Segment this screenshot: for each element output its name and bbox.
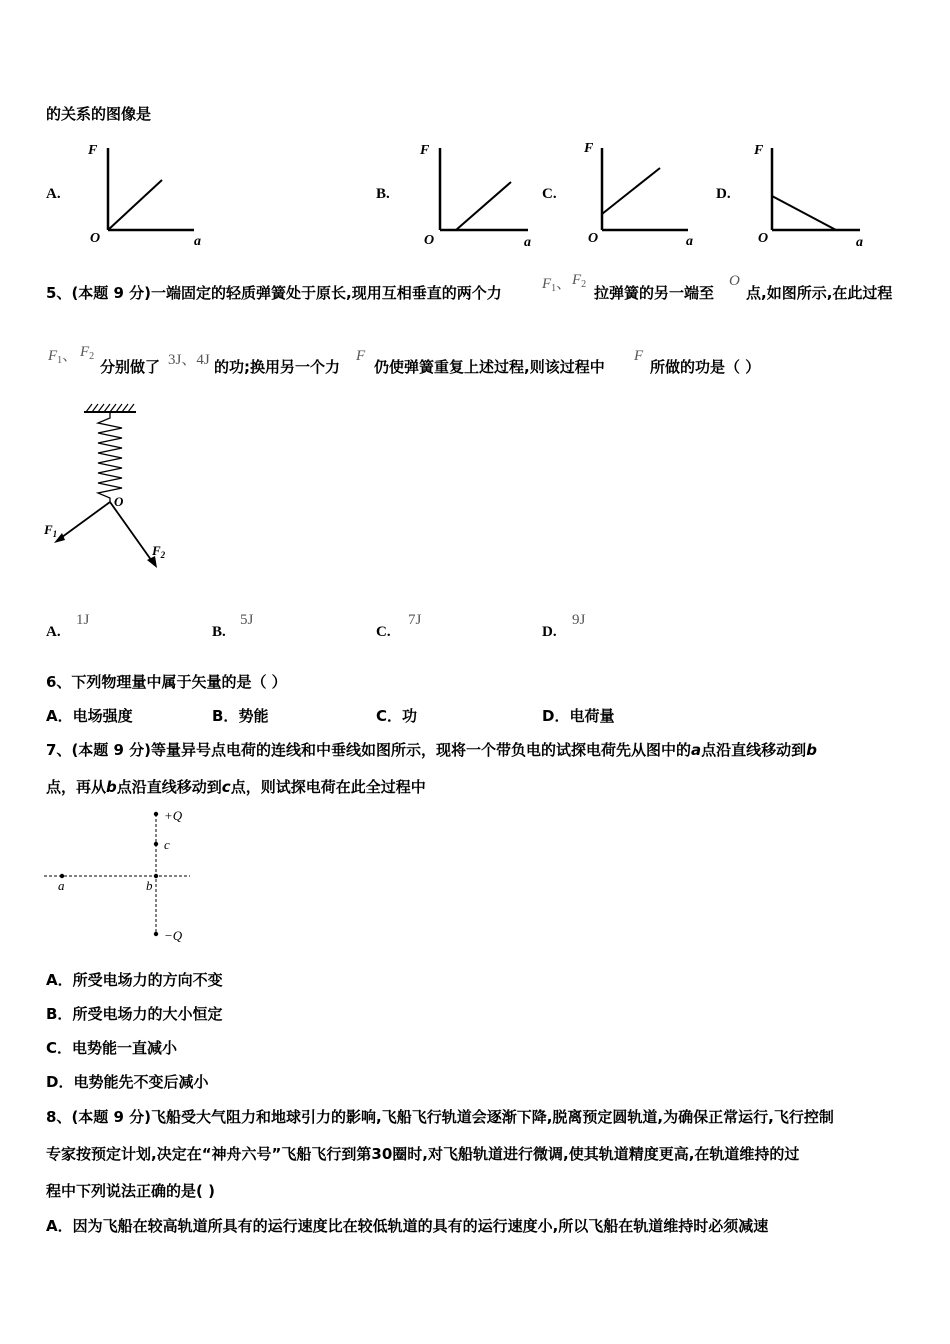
q4-a-origin-label: O — [90, 231, 101, 246]
q5-text-b: 拉弹簧的另一端至 — [594, 284, 715, 302]
q5-fig-f1-label: $F_1$ — [44, 522, 58, 539]
q8-line-1: 8、(本题 9 分)飞船受大气阻力和地球引力的影响,飞船飞行轨道会逐渐下降,脱离预定圆轨道,为确保正常运行,飞行控制 — [46, 1108, 834, 1126]
q5-option-a-value: 1J — [76, 612, 90, 628]
q4-graph-a — [84, 138, 214, 250]
q5-text-a: 一端固定的轻质弹簧处于原长,现用互相垂直的两个力 — [151, 284, 502, 302]
q5-option-a-letter: A. — [46, 624, 61, 640]
q5-option-c-letter: C. — [376, 624, 391, 640]
q4-a-x-label: a — [194, 234, 201, 249]
q4-option-d-letter: D. — [716, 186, 731, 202]
q7-option-c: C．电势能一直减小 — [46, 1039, 178, 1057]
q5-fig-o-label: O — [114, 494, 124, 509]
q5-force-f2: $F_2$ — [572, 272, 587, 290]
q7-charge-figure — [40, 804, 200, 948]
q7-fig-c: c — [164, 837, 170, 852]
q5-option-b-value: 5J — [240, 612, 254, 628]
q5-force-f-2: F — [634, 348, 644, 364]
intro-line: 的关系的图像是 — [46, 105, 152, 123]
q6-option-d: D．电荷量 — [542, 707, 615, 725]
q5-option-b-letter: B. — [212, 624, 226, 640]
q4-option-c-letter: C. — [542, 186, 557, 202]
q7-line-2: 点，再从b点沿直线移动到c点，则试探电荷在此全过程中 — [46, 778, 426, 796]
q5-force-f: F — [356, 348, 366, 364]
q4-d-origin-label: O — [758, 231, 769, 246]
q5-work-values: 3J、4J — [168, 352, 210, 368]
q6-option-b: B．势能 — [212, 707, 269, 725]
q5-spring-figure — [40, 400, 180, 580]
q5-force-f1: $F_1$、 — [542, 276, 572, 294]
q4-option-b-letter: B. — [376, 186, 390, 202]
q7-option-d: D．电势能先不变后减小 — [46, 1073, 209, 1091]
q5-text-d: 分别做了 — [100, 358, 161, 376]
q5-force-f2-line2: $F_2$ — [80, 344, 95, 362]
q5-line-1 — [46, 282, 502, 303]
q4-b-y-label: F — [420, 143, 430, 158]
q7-fig-b: b — [146, 878, 153, 893]
q7-fig-a: a — [58, 878, 65, 893]
q5-number: 5、 — [46, 284, 72, 302]
q5-point-o: O — [729, 273, 740, 289]
q4-graph-b — [416, 138, 546, 250]
q7-fig-plus-q: +Q — [164, 808, 183, 823]
q8-line-2: 专家按预定计划,决定在“神舟六号”飞船飞行到第30圈时,对飞船轨道进行微调,使其轨道精度更高,在轨道维持的过 — [46, 1145, 800, 1163]
q5-text-e: 的功;换用另一个力 — [214, 358, 340, 376]
q4-d-y-label: F — [754, 143, 764, 158]
q4-c-y-label: F — [584, 141, 594, 156]
q4-b-origin-label: O — [424, 233, 435, 248]
q4-a-y-label: F — [88, 143, 98, 158]
q6-option-a: A．电场强度 — [46, 707, 133, 725]
q5-fig-f2-label: $F_2$ — [152, 543, 166, 560]
q4-d-x-label: a — [856, 235, 863, 250]
q5-option-d-letter: D. — [542, 624, 557, 640]
q5-score: (本题 9 分) — [71, 284, 152, 302]
q8-option-a: A．因为飞船在较高轨道所具有的运行速度比在较低轨道的具有的运行速度小,所以飞船在轨道维持时必须减速 — [46, 1217, 769, 1235]
q5-text-g: 所做的功是（ ） — [650, 358, 761, 376]
q5-text-c: 点,如图所示,在此过程 — [746, 284, 893, 302]
q6-text: 6、下列物理量中属于矢量的是（ ） — [46, 673, 287, 691]
q5-text-f: 仍使弹簧重复上述过程,则该过程中 — [374, 358, 605, 376]
q7-option-a: A．所受电场力的方向不变 — [46, 971, 223, 989]
q4-b-x-label: a — [524, 235, 531, 250]
q4-graph-c — [576, 138, 706, 250]
q8-line-3: 程中下列说法正确的是( ) — [46, 1182, 215, 1200]
q5-option-c-value: 7J — [408, 612, 422, 628]
q4-graph-d — [748, 138, 878, 250]
q7-fig-minus-q: −Q — [164, 928, 183, 943]
q7-line-1: 7、(本题 9 分)等量异号点电荷的连线和中垂线如图所示，现将一个带负电的试探电荷先从图中的a点沿直线移动到b — [46, 741, 817, 759]
q5-force-f1-line2: $F_1$、 — [48, 348, 78, 366]
q5-option-d-value: 9J — [572, 612, 586, 628]
q4-c-origin-label: O — [588, 231, 599, 246]
q4-option-a-letter: A. — [46, 186, 61, 202]
q7-option-b: B．所受电场力的大小恒定 — [46, 1005, 223, 1023]
q4-c-x-label: a — [686, 234, 693, 249]
q6-option-c: C．功 — [376, 707, 418, 725]
